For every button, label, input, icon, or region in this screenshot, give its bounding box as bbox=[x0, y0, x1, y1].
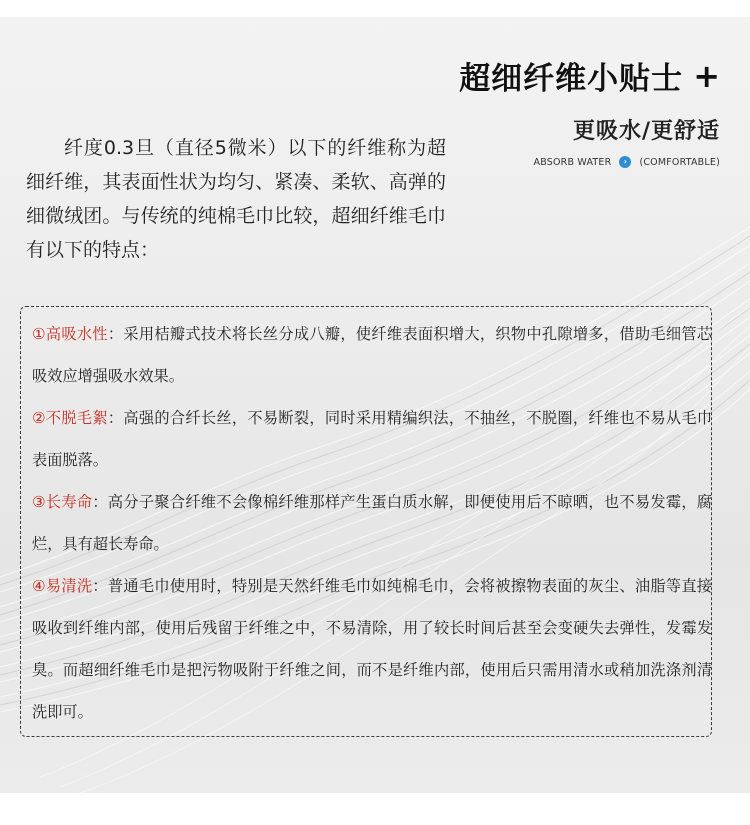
english-tagline bbox=[534, 156, 721, 168]
subtitle: 更吸水/更舒适 bbox=[572, 119, 720, 144]
feature-item bbox=[32, 397, 712, 481]
feature-separator: ： bbox=[107, 409, 124, 427]
feature-title: ④易清洗 bbox=[32, 577, 93, 595]
tagline-right: (COMFORTABLE) bbox=[639, 156, 720, 168]
feature-separator: ： bbox=[92, 493, 108, 511]
feature-separator: ： bbox=[107, 325, 124, 343]
feature-item bbox=[32, 481, 712, 565]
intro-paragraph: 纤度0.3旦（直径5微米）以下的纤维称为超细纤维，其表面性状为均匀、紧凑、柔软、高弹的细微绒团。与传统的纯棉毛巾比较，超细纤维毛巾有以下的特点： bbox=[26, 137, 446, 261]
plus-icon: + bbox=[693, 56, 720, 95]
feature-title: ②不脱毛絮 bbox=[32, 409, 108, 427]
tips-panel bbox=[0, 17, 750, 793]
feature-separator: ： bbox=[92, 577, 108, 595]
chevron-right-icon: › bbox=[619, 156, 631, 168]
features-box bbox=[20, 306, 712, 737]
feature-body: 采用桔瓣式技术将长丝分成八瓣，使纤维表面积增大，织物中孔隙增多，借助毛细管芯吸效应增强吸水效果。 bbox=[32, 325, 713, 385]
feature-title: ①高吸水性 bbox=[32, 325, 108, 343]
tagline-left: ABSORB WATER bbox=[533, 156, 612, 168]
feature-body: 高强的合纤长丝，不易断裂，同时采用精编织法，不抽丝，不脱圈，纤维也不易从毛巾表面脱落。 bbox=[32, 409, 713, 469]
feature-item bbox=[32, 565, 712, 733]
page-title: 超细纤维小贴士 bbox=[459, 61, 684, 97]
feature-body: 普通毛巾使用时，特别是天然纤维毛巾如纯棉毛巾，会将被擦物表面的灰尘、油脂等直接吸收到纤维内部，使用后残留于纤维之中，不易清除，用了较长时间后甚至会变硬失去弹性，发霉发臭。而超细纤维毛巾是把污物吸附于纤维之间，而不是纤维内部，使用后只需用清水或稍加洗涤剂清洗即可。 bbox=[32, 577, 712, 721]
feature-item bbox=[32, 313, 712, 397]
feature-body: 高分子聚合纤维不会像棉纤维那样产生蛋白质水解，即便使用后不晾晒，也不易发霉，腐烂，具有超长寿命。 bbox=[32, 493, 712, 553]
title-row bbox=[459, 53, 720, 98]
feature-title: ③长寿命 bbox=[32, 493, 93, 511]
